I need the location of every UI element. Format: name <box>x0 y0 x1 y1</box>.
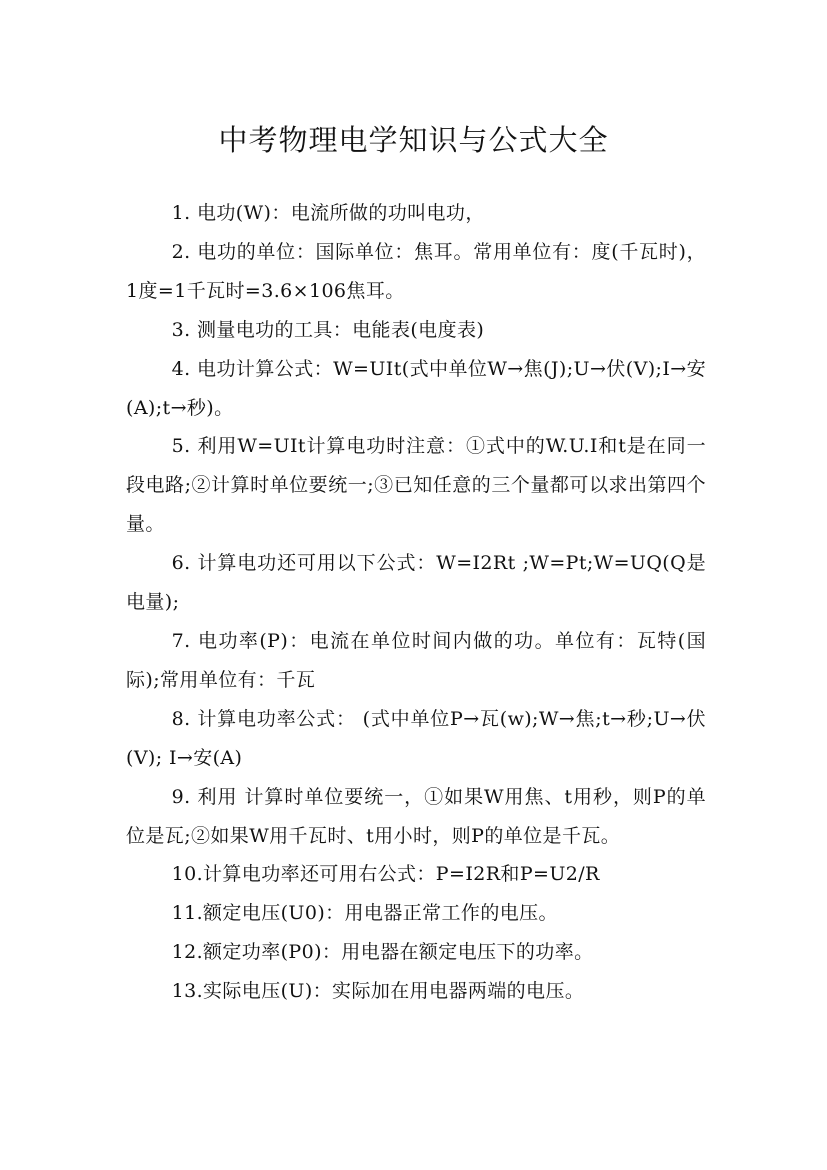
paragraph-9: 9. 利用 计算时单位要统一，①如果W用焦、t用秒，则P的单位是瓦;②如果W用千瓦时、t用小时，则P的单位是千瓦。 <box>126 785 706 847</box>
paragraph-12: 12.额定功率(P0)：用电器在额定电压下的功率。 <box>171 941 594 964</box>
paragraph-3: 3. 测量电功的工具：电能表(电度表) <box>171 318 485 341</box>
paragraph-13: 13.实际电压(U)：实际加在用电器两端的电压。 <box>171 980 585 1003</box>
paragraph-6: 6. 计算电功还可用以下公式：W=I2Rt ;W=Pt;W=UQ(Q是电量); <box>126 552 706 614</box>
paragraph-1: 1. 电功(W)：电流所做的功叫电功， <box>171 202 485 224</box>
paragraph-8: 8. 计算电功率公式： (式中单位P→瓦(w);W→焦;t→秒;U→伏(V); I→安(A) <box>126 707 706 769</box>
paragraph-2: 2. 电功的单位：国际单位：焦耳。常用单位有：度(千瓦时)，1度=1千瓦时=3.6×106焦耳。 <box>126 240 706 302</box>
paragraph-10: 10.计算电功率还可用右公式：P=I2R和P=U2/R <box>171 863 600 886</box>
document-body <box>126 194 706 1011</box>
document-title: 中考物理电学知识与公式大全 <box>218 123 609 158</box>
paragraph-4: 4. 电功计算公式：W=UIt(式中单位W→焦(J);U→伏(V);I→安(A);t→秒)。 <box>126 357 706 419</box>
paragraph-7: 7. 电功率(P)：电流在单位时间内做的功。单位有：瓦特(国际);常用单位有：千瓦 <box>126 629 706 691</box>
paragraph-11: 11.额定电压(U0)：用电器正常工作的电压。 <box>171 902 558 925</box>
paragraph-5: 5. 利用W=UIt计算电功时注意：①式中的W.U.I和t是在同一段电路;②计算时单位要统一;③已知任意的三个量都可以求出第四个量。 <box>126 435 706 536</box>
